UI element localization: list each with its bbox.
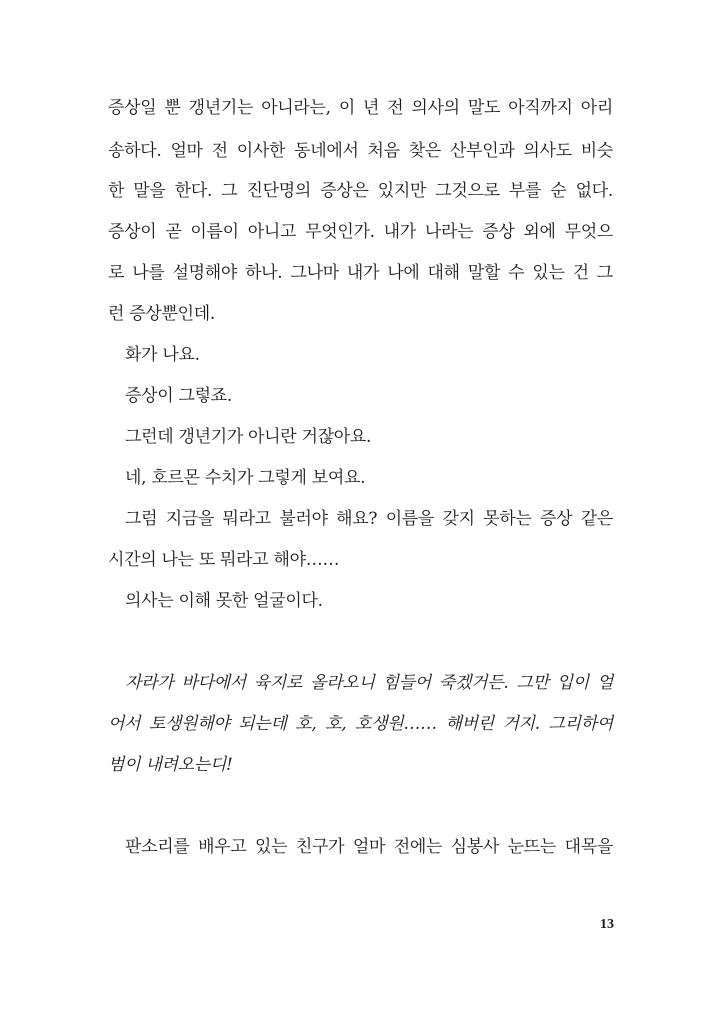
dialogue-line: 네, 호르몬 수치가 그렇게 보여요.	[125, 468, 366, 488]
page-number: 13	[600, 917, 614, 932]
body-line: 의사는 이해 못한 얼굴이다.	[125, 591, 323, 611]
body-line: 판소리를 배우고 있는 친구가 얼마 전에는 심봉사 눈뜨는 대목을	[125, 837, 613, 857]
dialogue-line: 증상이 그렇죠.	[125, 386, 232, 406]
dialogue-line: 그런데 갱년기가 아니란 거잖아요.	[125, 427, 372, 447]
body-line: 런 증상뿐인데.	[108, 304, 215, 324]
quote-line: 어서 토생원해야 되는데 호, 호, 호생원…… 해버린 거지. 그리하여	[108, 714, 613, 734]
quote-line: 자라가 바다에서 육지로 올라오니 힘들어 죽겠거든. 그만 입이 얼	[125, 673, 613, 693]
body-line: 증상이 곧 이름이 아니고 무엇인가. 내가 나라는 증상 외에 무엇으	[108, 222, 613, 242]
body-line: 시간의 나는 또 뭐라고 해야……	[108, 550, 340, 570]
body-line: 증상일 뿐 갱년기는 아니라는, 이 년 전 의사의 말도 아직까지 아리	[108, 98, 613, 118]
body-line: 로 나를 설명해야 하나. 그나마 내가 나에 대해 말할 수 있는 건 그	[108, 263, 613, 283]
body-line: 한 말을 한다. 그 진단명의 증상은 있지만 그것으로 부를 순 없다.	[108, 181, 613, 201]
quote-line: 범이 내려오는디!	[108, 755, 233, 775]
body-line: 그럼 지금을 뭐라고 불러야 해요? 이름을 갖지 못하는 증상 같은	[125, 509, 613, 529]
body-line: 송하다. 얼마 전 이사한 동네에서 처음 찾은 산부인과 의사도 비슷	[108, 141, 613, 161]
dialogue-line: 화가 나요.	[125, 345, 200, 365]
